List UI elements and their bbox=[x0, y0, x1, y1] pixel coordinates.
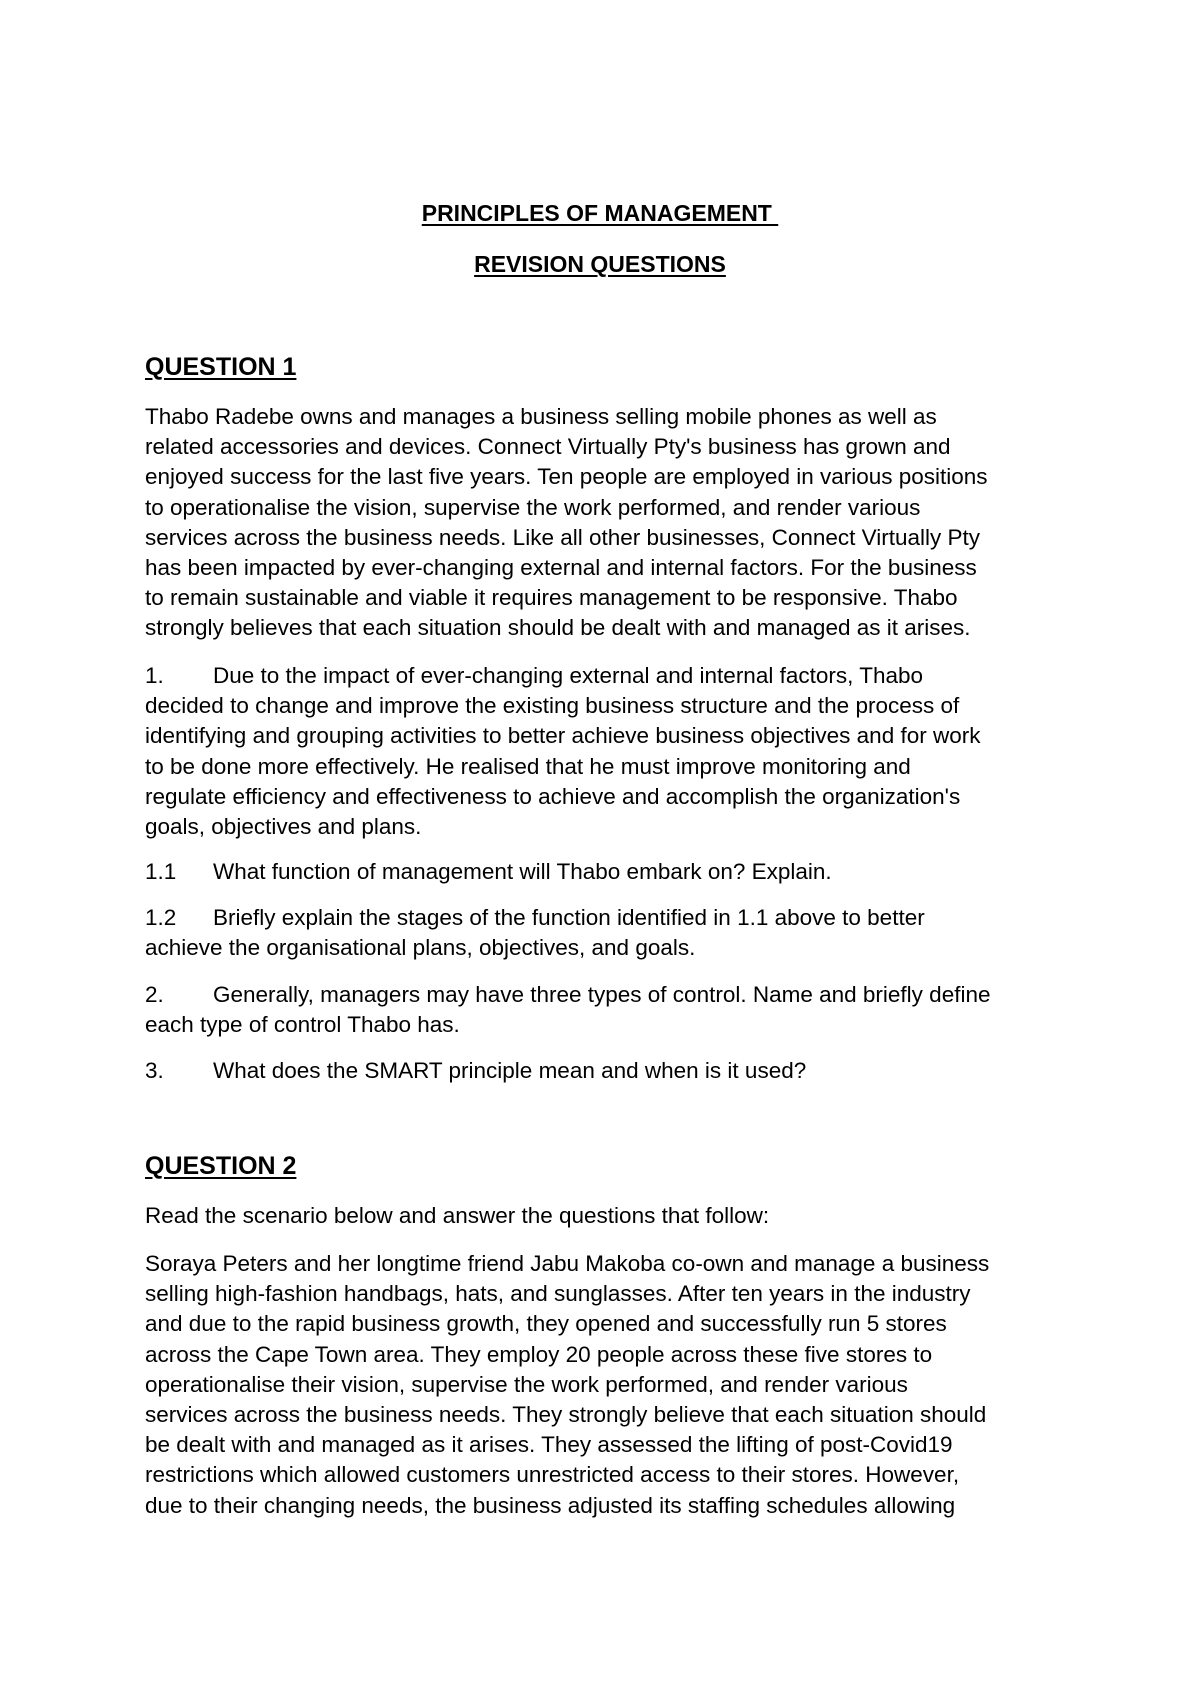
question-item-1-2 bbox=[145, 903, 1085, 963]
intro-line: Read the scenario below and answer the questions that follow: bbox=[145, 1203, 770, 1228]
item-line: each type of control Thabo has. bbox=[145, 1012, 460, 1038]
item-number: 1.1 bbox=[145, 859, 177, 884]
question-item-1 bbox=[145, 661, 1085, 842]
scenario-line: due to their changing needs, the business adjusted its staffing schedules allowing bbox=[145, 1492, 956, 1518]
question-1-paragraph bbox=[145, 402, 1085, 644]
paragraph-line: to remain sustainable and viable it requires management to be responsive. Thabo bbox=[145, 585, 958, 611]
item-line: identifying and grouping activities to better achieve business objectives and for work bbox=[145, 723, 981, 749]
scenario-line: operationalise their vision, supervise the work performed, and render various bbox=[145, 1371, 908, 1397]
paragraph-line: strongly believes that each situation should be dealt with and managed as it arises. bbox=[145, 615, 971, 641]
item-line: regulate efficiency and effectiveness to achieve and accomplish the organization's bbox=[145, 783, 961, 809]
paragraph-line: related accessories and devices. Connect Virtually Pty's business has grown and bbox=[145, 434, 951, 460]
scenario-line: across the Cape Town area. They employ 20 people across these five stores to bbox=[145, 1341, 933, 1367]
paragraph-line: services across the business needs. Like all other businesses, Connect Virtually Pty bbox=[145, 524, 981, 550]
item-text: Briefly explain the stages of the function identified in 1.1 above to better bbox=[213, 905, 925, 930]
scenario-line: services across the business needs. They strongly believe that each situation should bbox=[145, 1401, 987, 1427]
scenario-line: and due to the rapid business growth, they opened and successfully run 5 stores bbox=[145, 1311, 947, 1337]
item-number: 1.2 bbox=[145, 905, 177, 930]
question-2-scenario bbox=[145, 1249, 1085, 1521]
item-number: 1. bbox=[145, 663, 164, 688]
document-title: PRINCIPLES OF MANAGEMENT bbox=[421, 200, 779, 226]
scenario-line: be dealt with and managed as it arises. They assessed the lifting of post-Covid19 bbox=[145, 1432, 953, 1458]
question-2-intro bbox=[145, 1201, 1085, 1231]
scenario-line: selling high-fashion handbags, hats, and sunglasses. After ten years in the industry bbox=[145, 1281, 971, 1307]
question-2-heading: QUESTION 2 bbox=[145, 1152, 297, 1180]
item-text: What does the SMART principle mean and when is it used? bbox=[213, 1058, 807, 1083]
scenario-line: Soraya Peters and her longtime friend Jabu Makoba co-own and manage a business bbox=[145, 1251, 990, 1276]
paragraph-line: Thabo Radebe owns and manages a business selling mobile phones as well as bbox=[145, 404, 937, 429]
scenario-line: restrictions which allowed customers unrestricted access to their stores. However, bbox=[145, 1462, 960, 1488]
item-line: decided to change and improve the existing business structure and the process of bbox=[145, 693, 960, 719]
item-text: Due to the impact of ever-changing external and internal factors, Thabo bbox=[213, 663, 924, 688]
paragraph-line: has been impacted by ever-changing external and internal factors. For the business bbox=[145, 554, 977, 580]
item-number: 3. bbox=[145, 1058, 164, 1083]
question-1-heading: QUESTION 1 bbox=[145, 353, 297, 381]
item-number: 2. bbox=[145, 982, 164, 1007]
paragraph-line: to operationalise the vision, supervise the work performed, and render various bbox=[145, 494, 921, 520]
item-line: achieve the organisational plans, objectives, and goals. bbox=[145, 935, 696, 961]
item-text: What function of management will Thabo embark on? Explain. bbox=[213, 859, 832, 884]
question-item-1-1 bbox=[145, 857, 1085, 887]
item-line: goals, objectives and plans. bbox=[145, 813, 422, 839]
question-item-3 bbox=[145, 1056, 1085, 1086]
document-subtitle: REVISION QUESTIONS bbox=[474, 251, 726, 277]
paragraph-line: enjoyed success for the last five years. Ten people are employed in various positions bbox=[145, 464, 988, 490]
question-item-2 bbox=[145, 980, 1085, 1040]
item-line: to be done more effectively. He realised that he must improve monitoring and bbox=[145, 753, 911, 779]
item-text: Generally, managers may have three types of control. Name and briefly define bbox=[213, 982, 991, 1007]
